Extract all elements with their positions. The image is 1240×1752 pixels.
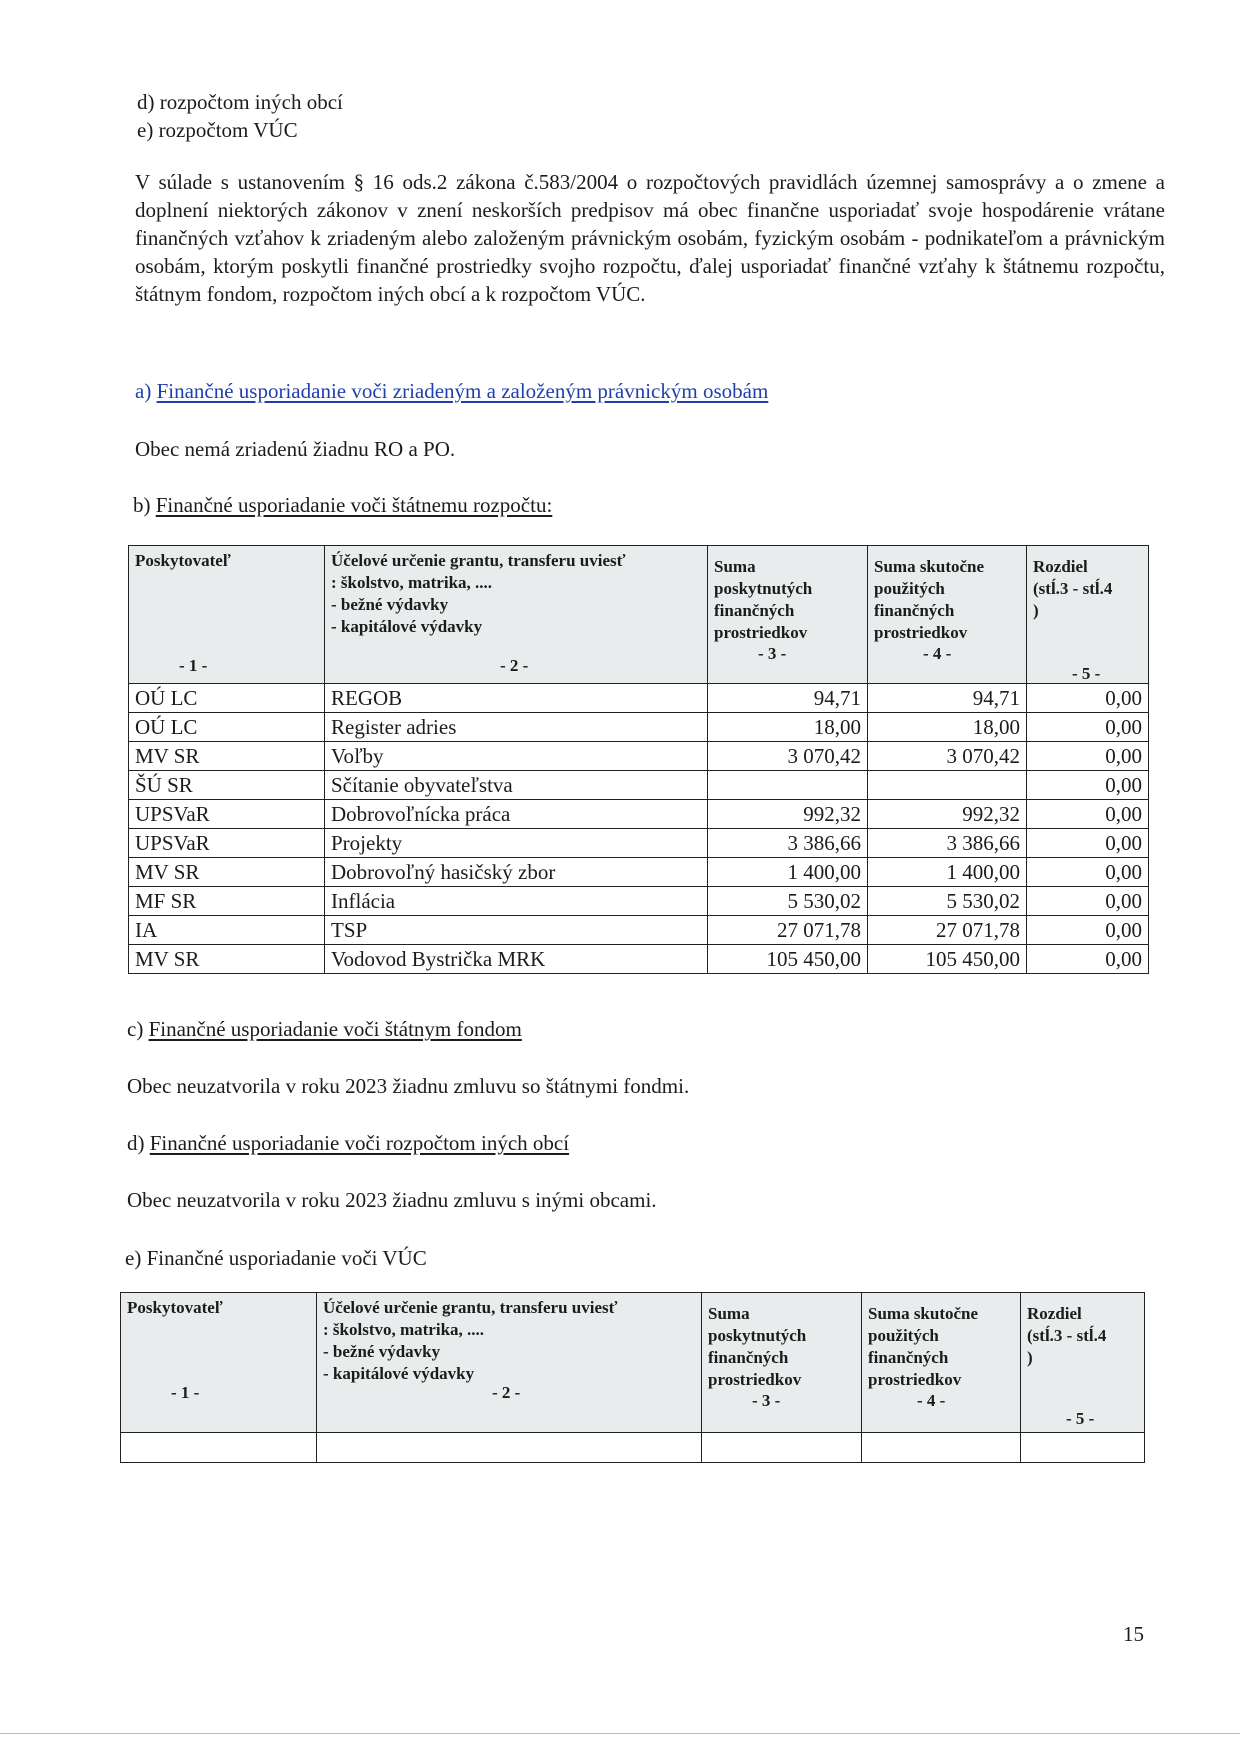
used-amount-cell: 94,71	[868, 684, 1027, 713]
vuc-empty-cell	[1021, 1433, 1145, 1463]
given-amount-cell: 94,71	[708, 684, 868, 713]
state-budget-table	[128, 545, 1149, 974]
purpose-cell: Projekty	[325, 829, 708, 858]
vuc-header-col2-number: - 2 -	[492, 1383, 521, 1402]
given-amount-cell	[708, 771, 868, 800]
provider-cell: MV SR	[129, 858, 325, 887]
table-row	[129, 742, 1149, 771]
section-a-heading	[135, 378, 768, 404]
table-row	[129, 771, 1149, 800]
difference-cell: 0,00	[1027, 800, 1149, 829]
header-provider: Poskytovateľ - 1 -	[129, 546, 325, 684]
used-amount-cell: 5 530,02	[868, 887, 1027, 916]
section-a-prefix: a)	[135, 379, 152, 403]
provider-cell: MV SR	[129, 945, 325, 974]
vuc-header-given: Suma poskytnutých finančných prostriedkov - 3 -	[702, 1293, 862, 1433]
vuc-header-col4-number: - 4 -	[917, 1391, 946, 1410]
purpose-cell: Inflácia	[325, 887, 708, 916]
page-bottom-rule	[0, 1733, 1240, 1734]
difference-cell: 0,00	[1027, 858, 1149, 887]
section-c-text: Obec neuzatvorila v roku 2023 žiadnu zmluvu so štátnymi fondmi.	[127, 1074, 690, 1098]
section-b-heading	[133, 492, 552, 518]
used-amount-cell	[868, 771, 1027, 800]
vuc-header-purpose: Účelové určenie grantu, transferu uviesť : školstvo, matrika, .... - bežné výdavky - kapitálové výdavky - 2 -	[317, 1293, 702, 1433]
difference-cell: 0,00	[1027, 829, 1149, 858]
provider-cell: MV SR	[129, 742, 325, 771]
difference-cell: 0,00	[1027, 945, 1149, 974]
vuc-empty-cell	[862, 1433, 1021, 1463]
header-diff: Rozdiel (stĺ.3 - stĺ.4 ) - 5 -	[1027, 546, 1149, 684]
provider-cell: ŠÚ SR	[129, 771, 325, 800]
purpose-cell: TSP	[325, 916, 708, 945]
purpose-cell: Dobrovoľnícka práca	[325, 800, 708, 829]
purpose-cell: Sčítanie obyvateľstva	[325, 771, 708, 800]
provider-cell: OÚ LC	[129, 713, 325, 742]
vuc-table	[120, 1292, 1145, 1463]
given-amount-cell: 105 450,00	[708, 945, 868, 974]
given-amount-cell: 27 071,78	[708, 916, 868, 945]
section-b-prefix: b)	[133, 493, 151, 517]
section-c-heading	[127, 1016, 522, 1042]
section-a-title: Finančné usporiadanie voči zriadeným a založeným právnickým osobám	[156, 379, 769, 403]
purpose-cell: Vodovod Bystrička MRK	[325, 945, 708, 974]
used-amount-cell: 992,32	[868, 800, 1027, 829]
table-row	[129, 887, 1149, 916]
used-amount-cell: 105 450,00	[868, 945, 1027, 974]
difference-cell: 0,00	[1027, 916, 1149, 945]
table-row	[129, 945, 1149, 974]
page-number: 15	[1123, 1622, 1144, 1646]
vuc-empty-cell	[121, 1433, 317, 1463]
header-col1-number: - 1 -	[179, 656, 208, 675]
used-amount-cell: 3 070,42	[868, 742, 1027, 771]
difference-cell: 0,00	[1027, 742, 1149, 771]
table-row	[129, 916, 1149, 945]
section-c-prefix: c)	[127, 1017, 144, 1041]
vuc-header-col1-number: - 1 -	[171, 1383, 200, 1402]
used-amount-cell: 27 071,78	[868, 916, 1027, 945]
vuc-header-provider: Poskytovateľ - 1 -	[121, 1293, 317, 1433]
header-purpose: Účelové určenie grantu, transferu uviesť : školstvo, matrika, .... - bežné výdavky - kapitálové výdavky - 2 -	[325, 546, 708, 684]
state-budget-rows	[129, 684, 1149, 974]
table-row	[129, 713, 1149, 742]
table-row	[129, 684, 1149, 713]
used-amount-cell: 1 400,00	[868, 858, 1027, 887]
purpose-cell: Voľby	[325, 742, 708, 771]
table-row	[129, 829, 1149, 858]
used-amount-cell: 3 386,66	[868, 829, 1027, 858]
section-d-title: Finančné usporiadanie voči rozpočtom iných obcí	[149, 1131, 570, 1155]
intro-item-d: d) rozpočtom iných obcí	[137, 90, 343, 114]
provider-cell: IA	[129, 916, 325, 945]
provider-cell: UPSVaR	[129, 829, 325, 858]
section-c-title: Finančné usporiadanie voči štátnym fondom	[148, 1017, 522, 1041]
vuc-header-diff: Rozdiel (stĺ.3 - stĺ.4 ) - 5 -	[1021, 1293, 1145, 1433]
vuc-empty-cell	[702, 1433, 862, 1463]
provider-cell: MF SR	[129, 887, 325, 916]
section-d-heading	[127, 1130, 569, 1156]
provider-cell: OÚ LC	[129, 684, 325, 713]
difference-cell: 0,00	[1027, 713, 1149, 742]
table-row	[129, 858, 1149, 887]
section-b-title: Finančné usporiadanie voči štátnemu rozpočtu:	[155, 493, 553, 517]
table-row	[129, 800, 1149, 829]
given-amount-cell: 3 386,66	[708, 829, 868, 858]
given-amount-cell: 1 400,00	[708, 858, 868, 887]
header-col2-number: - 2 -	[500, 656, 529, 675]
section-e-heading: e) Finančné usporiadanie voči VÚC	[125, 1246, 427, 1270]
given-amount-cell: 5 530,02	[708, 887, 868, 916]
purpose-cell: REGOB	[325, 684, 708, 713]
given-amount-cell: 992,32	[708, 800, 868, 829]
difference-cell: 0,00	[1027, 771, 1149, 800]
vuc-header-used: Suma skutočne použitých finančných prostriedkov - 4 -	[862, 1293, 1021, 1433]
section-a-text: Obec nemá zriadenú žiadnu RO a PO.	[135, 437, 456, 461]
section-d-prefix: d)	[127, 1131, 145, 1155]
difference-cell: 0,00	[1027, 684, 1149, 713]
vuc-header-col5-number: - 5 -	[1066, 1409, 1095, 1428]
vuc-empty-row	[121, 1433, 1145, 1463]
header-used: Suma skutočne použitých finančných prostriedkov - 4 -	[868, 546, 1027, 684]
intro-paragraph: V súlade s ustanovením § 16 ods.2 zákona č.583/2004 o rozpočtových pravidlách územnej samosprávy a o zmene a doplnení niektorých zákonov v znení neskorších predpisov má obec finančne usporiadať svoje hospodárenie vrátane finančných vzťahov k zriadeným alebo založeným právnickým osobám, fyzickým osobám - podnikateľom a právnickým osobám, ktorým poskytli finančné prostriedky svojho rozpočtu, ďalej usporiadať finančné vzťahy k štátnemu rozpočtu, štátnym fondom, rozpočtom iných obcí a k rozpočtom VÚC.	[135, 170, 1165, 306]
header-given: Suma poskytnutých finančných prostriedkov - 3 -	[708, 546, 868, 684]
header-col3-number: - 3 -	[758, 644, 787, 663]
given-amount-cell: 18,00	[708, 713, 868, 742]
purpose-cell: Dobrovoľný hasičský zbor	[325, 858, 708, 887]
given-amount-cell: 3 070,42	[708, 742, 868, 771]
header-col5-number: - 5 -	[1072, 664, 1101, 683]
purpose-cell: Register adries	[325, 713, 708, 742]
provider-cell: UPSVaR	[129, 800, 325, 829]
intro-item-e: e) rozpočtom VÚC	[137, 118, 298, 142]
section-d-text: Obec neuzatvorila v roku 2023 žiadnu zmluvu s inými obcami.	[127, 1188, 657, 1212]
vuc-empty-cell	[317, 1433, 702, 1463]
header-col4-number: - 4 -	[923, 644, 952, 663]
used-amount-cell: 18,00	[868, 713, 1027, 742]
vuc-header-col3-number: - 3 -	[752, 1391, 781, 1410]
difference-cell: 0,00	[1027, 887, 1149, 916]
